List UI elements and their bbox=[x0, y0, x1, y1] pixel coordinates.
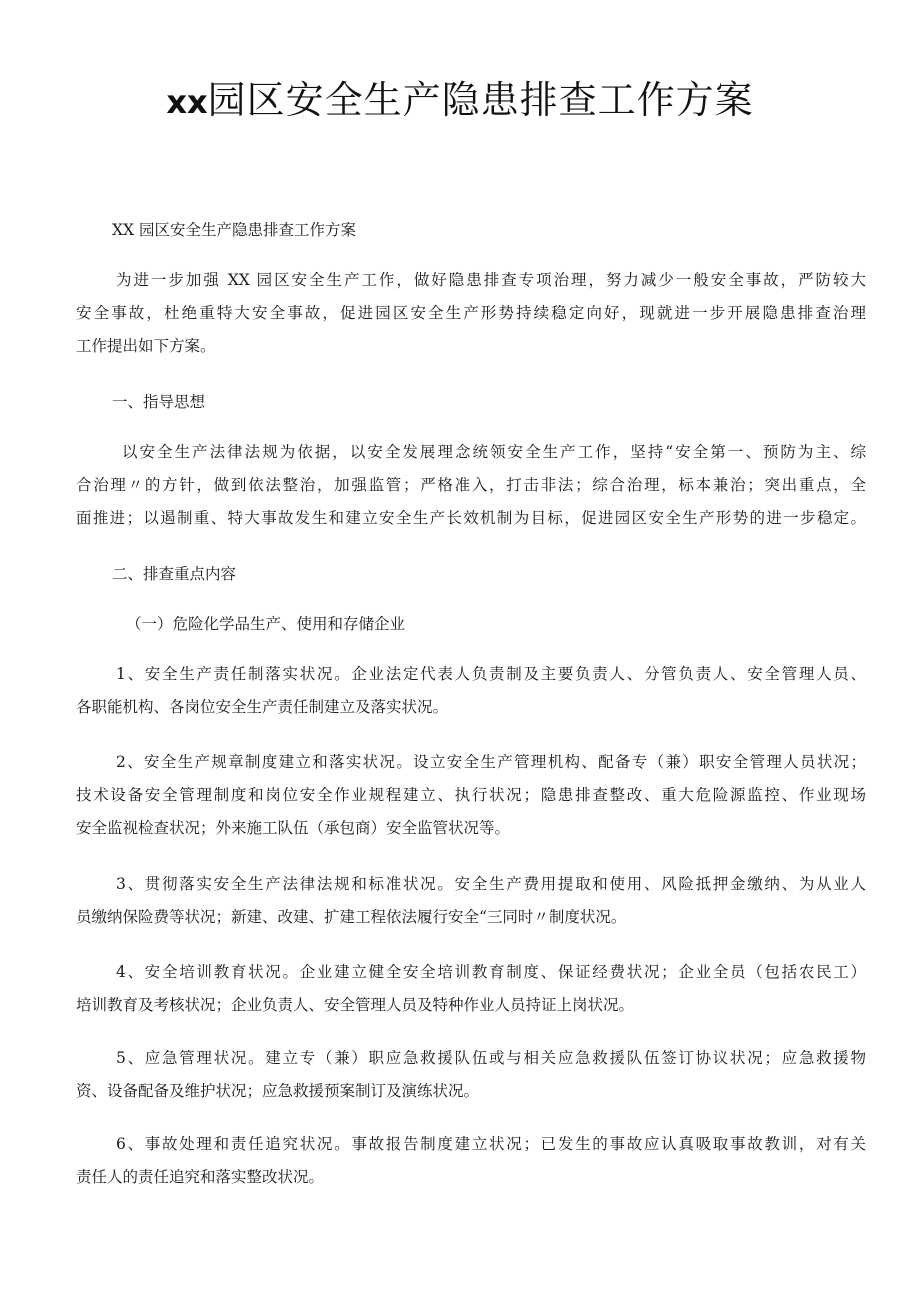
intro-paragraph bbox=[76, 264, 866, 363]
section-heading: 一、指导思想 bbox=[112, 393, 206, 411]
section1-line: 以安全生产法律法规为依据，以安全发展理念统领安全生产工作，坚持“安全第一、预防为主、综 bbox=[122, 443, 866, 461]
item-line: 1、安全生产责任制落实状况。企业法定代表人负责制及主要负责人、分管负责人、安全管理人员、 bbox=[116, 665, 866, 683]
list-item bbox=[76, 658, 866, 724]
item-line: 5、应急管理状况。建立专（兼）职应急救援队伍或与相关应急救援队伍签订协议状况；应急救援物 bbox=[116, 1049, 866, 1067]
item-line: 6、事故处理和责任追究状况。事故报告制度建立状况；已发生的事故应认真吸取事故教训，对有关 bbox=[116, 1135, 866, 1153]
item-line: 资、设备配备及维护状况；应急救援预案制订及演练状况。 bbox=[76, 1082, 480, 1100]
item-line: 责任人的责任追究和落实整改状况。 bbox=[76, 1168, 325, 1186]
section1-line: 面推进；以遏制重、特大事故发生和建立安全生产长效机制为目标，促进园区安全生产形势的进一步稳定。 bbox=[76, 509, 866, 527]
subtitle: XX 园区安全生产隐患排查工作方案 bbox=[112, 221, 356, 239]
item-line: 4、安全培训教育状况。企业建立健全安全培训教育制度、保证经费状况；企业全员（包括农民工） bbox=[116, 963, 866, 981]
intro-line: 安全事故，杜绝重特大安全事故，促进园区安全生产形势持续稳定向好，现就进一步开展隐患排查治理 bbox=[76, 304, 866, 322]
subsection1-heading-block bbox=[76, 608, 866, 641]
section1-line: 合治理〃的方针，做到依法整治，加强监管；严格准入，打击非法；综合治理，标本兼治；突出重点，全 bbox=[76, 476, 866, 494]
subtitle-block bbox=[76, 214, 866, 247]
title-prefix: xx bbox=[166, 83, 208, 121]
document-title bbox=[0, 74, 920, 128]
subsection-heading: （一）危险化学品生产、使用和存储企业 bbox=[126, 615, 406, 633]
list-item bbox=[76, 868, 866, 934]
item-line: 员缴纳保险费等状况；新建、改建、扩建工程依法履行安全“三同时〃制度状况。 bbox=[76, 908, 627, 926]
item-line: 技术设备安全管理制度和岗位安全作业规程建立、执行状况；隐患排查整改、重大危险源监控、作业现场 bbox=[76, 786, 866, 804]
list-item bbox=[76, 1042, 866, 1108]
item-line: 3、贯彻落实安全生产法律法规和标准状况。安全生产费用提取和使用、风险抵押金缴纳、为从业人 bbox=[116, 875, 866, 893]
section-heading: 二、排查重点内容 bbox=[112, 565, 237, 583]
list-item bbox=[76, 956, 866, 1022]
item-line: 各职能机构、各岗位安全生产责任制建立及落实状况。 bbox=[76, 698, 449, 716]
intro-line: 为进一步加强 XX 园区安全生产工作，做好隐患排查专项治理，努力减少一般安全事故，严防较大 bbox=[116, 271, 866, 289]
section1-heading-block bbox=[76, 386, 866, 419]
list-item bbox=[76, 746, 866, 845]
item-line: 培训教育及考核状况；企业负责人、安全管理人员及特种作业人员持证上岗状况。 bbox=[76, 996, 635, 1014]
section2-heading-block bbox=[76, 558, 866, 591]
section1-paragraph bbox=[76, 436, 866, 535]
title-main: 园区安全生产隐患排查工作方案 bbox=[207, 78, 754, 122]
list-item bbox=[76, 1128, 866, 1194]
intro-line: 工作提出如下方案。 bbox=[76, 337, 216, 355]
item-line: 安全监视检查状况；外来施工队伍（承包商）安全监管状况等。 bbox=[76, 819, 511, 837]
item-line: 2、安全生产规章制度建立和落实状况。设立安全生产管理机构、配备专（兼）职安全管理人员状况； bbox=[116, 753, 866, 771]
